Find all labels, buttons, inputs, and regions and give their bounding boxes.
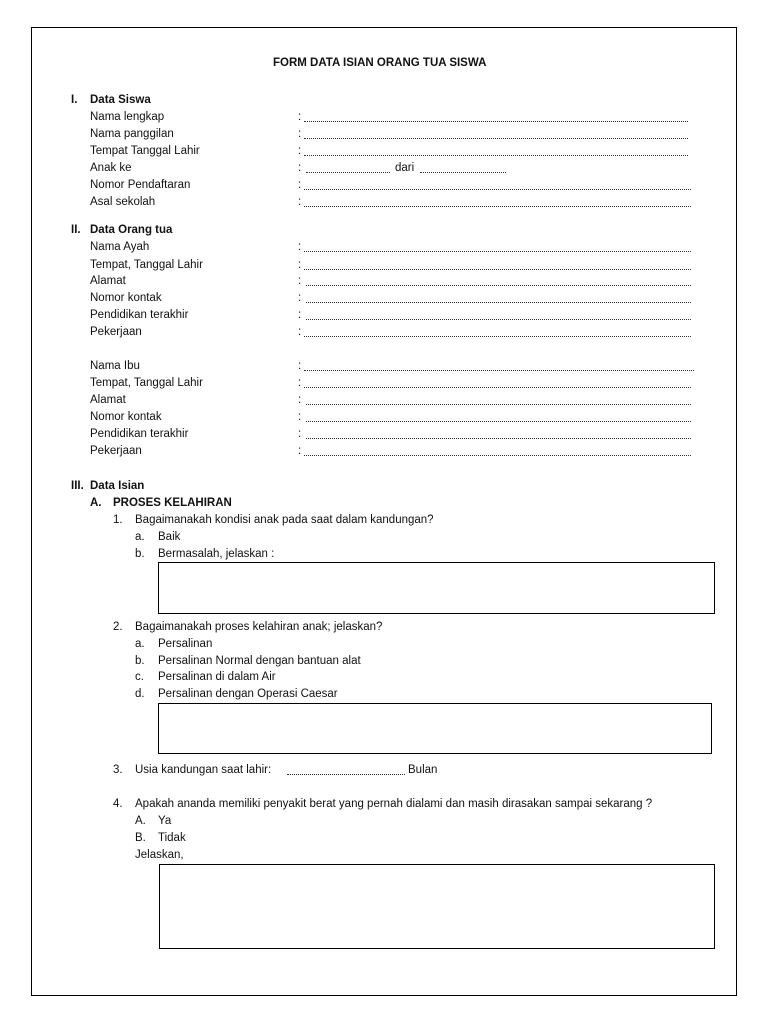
option-letter: d. bbox=[135, 688, 145, 700]
nama-panggilan-field[interactable] bbox=[304, 137, 688, 139]
label-pendidikan-ibu: Pendidikan terakhir bbox=[90, 428, 189, 440]
sep: : bbox=[298, 111, 302, 123]
label-alamat-ayah: Alamat bbox=[90, 275, 126, 287]
label-nama-ayah: Nama Ayah bbox=[90, 241, 150, 253]
label-kontak-ayah: Nomor kontak bbox=[90, 292, 162, 304]
label-pekerjaan-ayah: Pekerjaan bbox=[90, 326, 142, 338]
option-ya[interactable]: Ya bbox=[158, 815, 172, 827]
q1-explanation-box[interactable] bbox=[158, 562, 715, 614]
section-1-number: I. bbox=[71, 94, 78, 106]
question-4-text: Apakah ananda memiliki penyakit berat yang pernah dialami dan masih dirasakan sampai sekarang ? bbox=[135, 798, 653, 810]
ttl-ayah-field[interactable] bbox=[304, 268, 691, 270]
option-letter: b. bbox=[135, 655, 145, 667]
option-letter: b. bbox=[135, 548, 145, 560]
pendidikan-ayah-field[interactable] bbox=[306, 318, 691, 320]
question-3-text: Usia kandungan saat lahir: bbox=[135, 764, 272, 776]
label-pendidikan-ayah: Pendidikan terakhir bbox=[90, 309, 189, 321]
option-letter: a. bbox=[135, 638, 145, 650]
label-tempat-tanggal-lahir: Tempat Tanggal Lahir bbox=[90, 145, 200, 157]
nama-lengkap-field[interactable] bbox=[304, 120, 688, 122]
label-kontak-ibu: Nomor kontak bbox=[90, 411, 162, 423]
nama-ayah-field[interactable] bbox=[304, 250, 691, 252]
sep: : bbox=[298, 241, 302, 253]
jumlah-saudara-field[interactable] bbox=[420, 171, 506, 173]
section-3-number: III. bbox=[71, 480, 84, 492]
label-nomor-pendaftaran: Nomor Pendaftaran bbox=[90, 179, 191, 191]
sep: : bbox=[298, 428, 302, 440]
alamat-ayah-field[interactable] bbox=[306, 284, 691, 286]
kontak-ayah-field[interactable] bbox=[306, 301, 691, 303]
question-1-number: 1. bbox=[113, 514, 123, 526]
section-1-heading: Data Siswa bbox=[90, 94, 151, 106]
sep: : bbox=[298, 162, 302, 174]
sep: : bbox=[298, 445, 302, 457]
sep: : bbox=[298, 360, 302, 372]
option-persalinan-caesar[interactable]: Persalinan dengan Operasi Caesar bbox=[158, 688, 338, 700]
label-nama-lengkap: Nama lengkap bbox=[90, 111, 165, 123]
subsection-a-heading: PROSES KELAHIRAN bbox=[113, 497, 232, 509]
label-ttl-ibu: Tempat, Tanggal Lahir bbox=[90, 377, 203, 389]
label-asal-sekolah: Asal sekolah bbox=[90, 196, 156, 208]
form-title: FORM DATA ISIAN ORANG TUA SISWA bbox=[273, 57, 487, 69]
option-letter: a. bbox=[135, 531, 145, 543]
anak-ke-field[interactable] bbox=[306, 171, 390, 173]
question-1-text: Bagaimanakah kondisi anak pada saat dalam kandungan? bbox=[135, 514, 434, 526]
section-2-heading: Data Orang tua bbox=[90, 224, 173, 236]
sep: : bbox=[298, 394, 302, 406]
sep: : bbox=[298, 128, 302, 140]
option-persalinan[interactable]: Persalinan bbox=[158, 638, 213, 650]
pekerjaan-ibu-field[interactable] bbox=[304, 454, 691, 456]
label-ttl-ayah: Tempat, Tanggal Lahir bbox=[90, 259, 203, 271]
sep: : bbox=[298, 196, 302, 208]
explain-label: Jelaskan, bbox=[135, 849, 184, 861]
question-4-number: 4. bbox=[113, 798, 123, 810]
subsection-a-letter: A. bbox=[90, 497, 102, 509]
label-anak-ke: Anak ke bbox=[90, 162, 132, 174]
label-alamat-ibu: Alamat bbox=[90, 394, 126, 406]
alamat-ibu-field[interactable] bbox=[306, 403, 691, 405]
q2-explanation-box[interactable] bbox=[158, 703, 712, 754]
asal-sekolah-field[interactable] bbox=[304, 205, 691, 207]
sep: : bbox=[298, 411, 302, 423]
option-persalinan-alat[interactable]: Persalinan Normal dengan bantuan alat bbox=[158, 655, 361, 667]
pekerjaan-ayah-field[interactable] bbox=[304, 335, 691, 337]
section-3-heading: Data Isian bbox=[90, 480, 145, 492]
sep: : bbox=[298, 292, 302, 304]
nomor-pendaftaran-field[interactable] bbox=[304, 188, 691, 190]
sep: : bbox=[298, 275, 302, 287]
kontak-ibu-field[interactable] bbox=[306, 420, 691, 422]
question-3-number: 3. bbox=[113, 764, 123, 776]
unit-bulan: Bulan bbox=[408, 764, 438, 776]
option-persalinan-air[interactable]: Persalinan di dalam Air bbox=[158, 671, 276, 683]
label-nama-panggilan: Nama panggilan bbox=[90, 128, 174, 140]
question-2-number: 2. bbox=[113, 621, 123, 633]
sep: : bbox=[298, 326, 302, 338]
sep: : bbox=[298, 377, 302, 389]
ttl-ibu-field[interactable] bbox=[304, 386, 691, 388]
pendidikan-ibu-field[interactable] bbox=[306, 437, 691, 439]
section-2-number: II. bbox=[71, 224, 81, 236]
option-baik[interactable]: Baik bbox=[158, 531, 181, 543]
question-2-text: Bagaimanakah proses kelahiran anak; jelaskan? bbox=[135, 621, 383, 633]
sep: : bbox=[298, 309, 302, 321]
option-bermasalah[interactable]: Bermasalah, jelaskan : bbox=[158, 548, 275, 560]
q4-explanation-box[interactable] bbox=[159, 864, 715, 949]
option-tidak[interactable]: Tidak bbox=[158, 832, 186, 844]
option-letter: A. bbox=[135, 815, 146, 827]
label-nama-ibu: Nama Ibu bbox=[90, 360, 140, 372]
option-letter: c. bbox=[135, 671, 144, 683]
sep: : bbox=[298, 179, 302, 191]
option-letter: B. bbox=[135, 832, 146, 844]
label-dari: dari bbox=[395, 162, 415, 174]
nama-ibu-field[interactable] bbox=[304, 369, 694, 371]
usia-kandungan-field[interactable] bbox=[287, 773, 405, 775]
sep: : bbox=[298, 259, 302, 271]
tempat-tanggal-lahir-field[interactable] bbox=[304, 154, 688, 156]
sep: : bbox=[298, 145, 302, 157]
label-pekerjaan-ibu: Pekerjaan bbox=[90, 445, 142, 457]
